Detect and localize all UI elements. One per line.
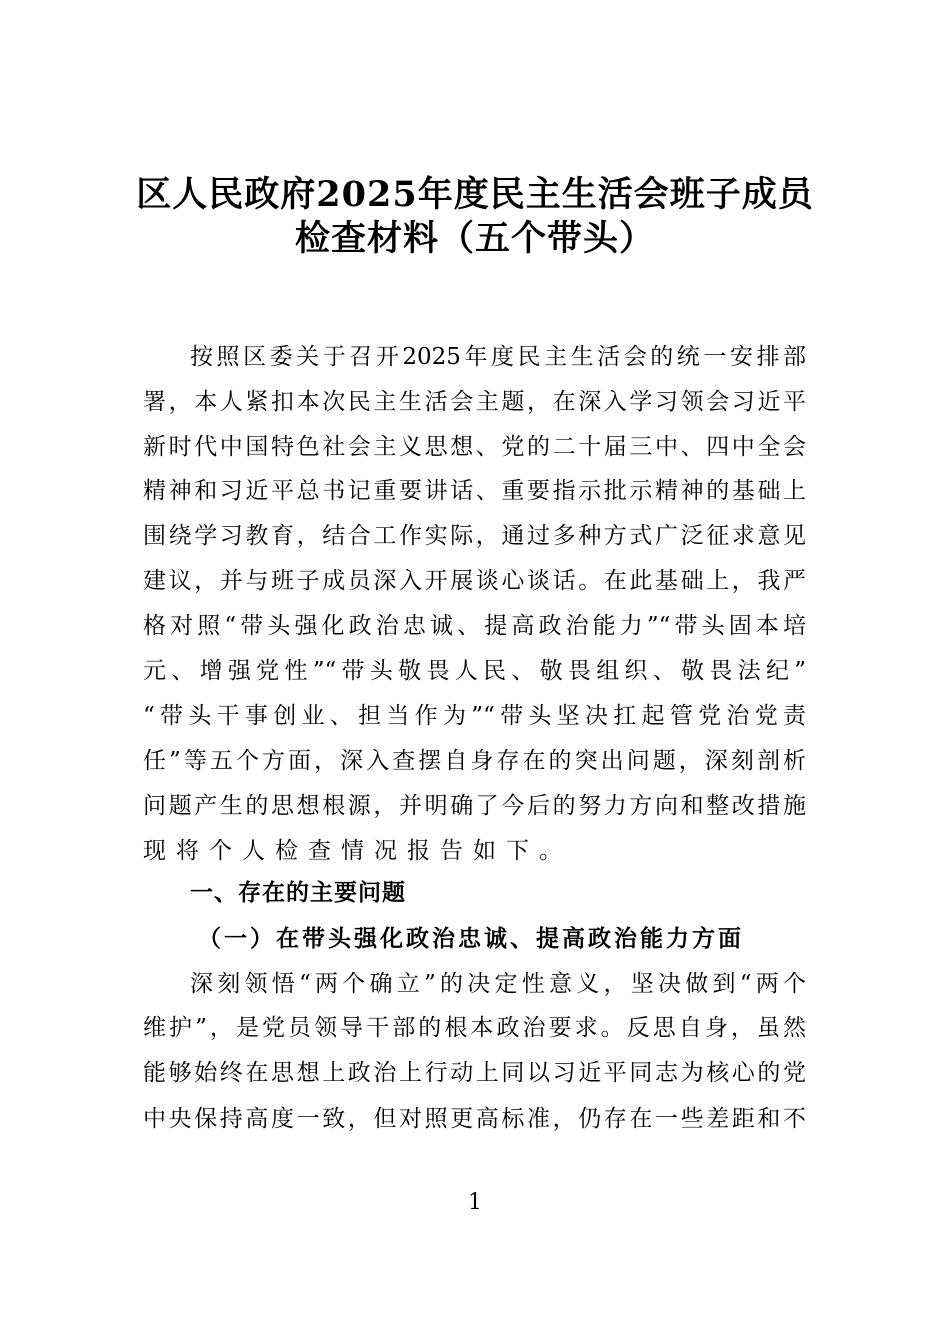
text-line: 现将个人检查情况报告如下。 <box>143 838 572 864</box>
text-line: 署，本人紧扣本次民主生活会主题，在深入学习领会习近平 <box>143 389 806 415</box>
document-title-line-2: 检查材料（五个带头） <box>294 218 655 259</box>
text-line: 任”等五个方面，深入查摆自身存在的突出问题，深刻剖析 <box>143 748 806 774</box>
subsection-heading: （一）在带头强化政治忠诚、提高政治能力方面 <box>198 925 744 952</box>
section-heading: 一、存在的主要问题 <box>190 880 406 906</box>
text-line: 格对照“带头强化政治忠诚、提高政治能力”“带头固本培 <box>143 613 806 639</box>
page-number: 1 <box>468 1190 482 1215</box>
document-title-line-1: 区人民政府2025年度民主生活会班子成员 <box>136 174 814 215</box>
text-line: 建议，并与班子成员深入开展谈心谈话。在此基础上，我严 <box>143 568 806 594</box>
text-line: 深刻领悟“两个确立”的决定性意义，坚决做到“两个 <box>190 971 806 997</box>
text-line: 问题产生的思想根源，并明确了今后的努力方向和整改措施 <box>143 793 806 819</box>
text-line: 新时代中国特色社会主义思想、党的二十届三中、四中全会 <box>143 434 806 460</box>
text-line: “带头干事创业、担当作为”“带头坚决扛起管党治党责 <box>143 703 806 729</box>
text-line: 能够始终在思想上政治上行动上同以习近平同志为核心的党 <box>143 1060 806 1086</box>
text-line: 中央保持高度一致，但对照更高标准，仍存在一些差距和不 <box>143 1106 806 1132</box>
text-line: 维护”，是党员领导干部的根本政治要求。反思自身，虽然 <box>143 1015 806 1041</box>
text-line: 精神和习近平总书记重要讲话、重要指示批示精神的基础上 <box>143 478 806 504</box>
text-line: 按照区委关于召开2025年度民主生活会的统一安排部 <box>190 344 806 370</box>
text-line: 围绕学习教育，结合工作实际，通过多种方式广泛征求意见 <box>143 523 806 549</box>
text-line: 元、增强党性”“带头敬畏人民、敬畏组织、敬畏法纪” <box>143 658 806 684</box>
